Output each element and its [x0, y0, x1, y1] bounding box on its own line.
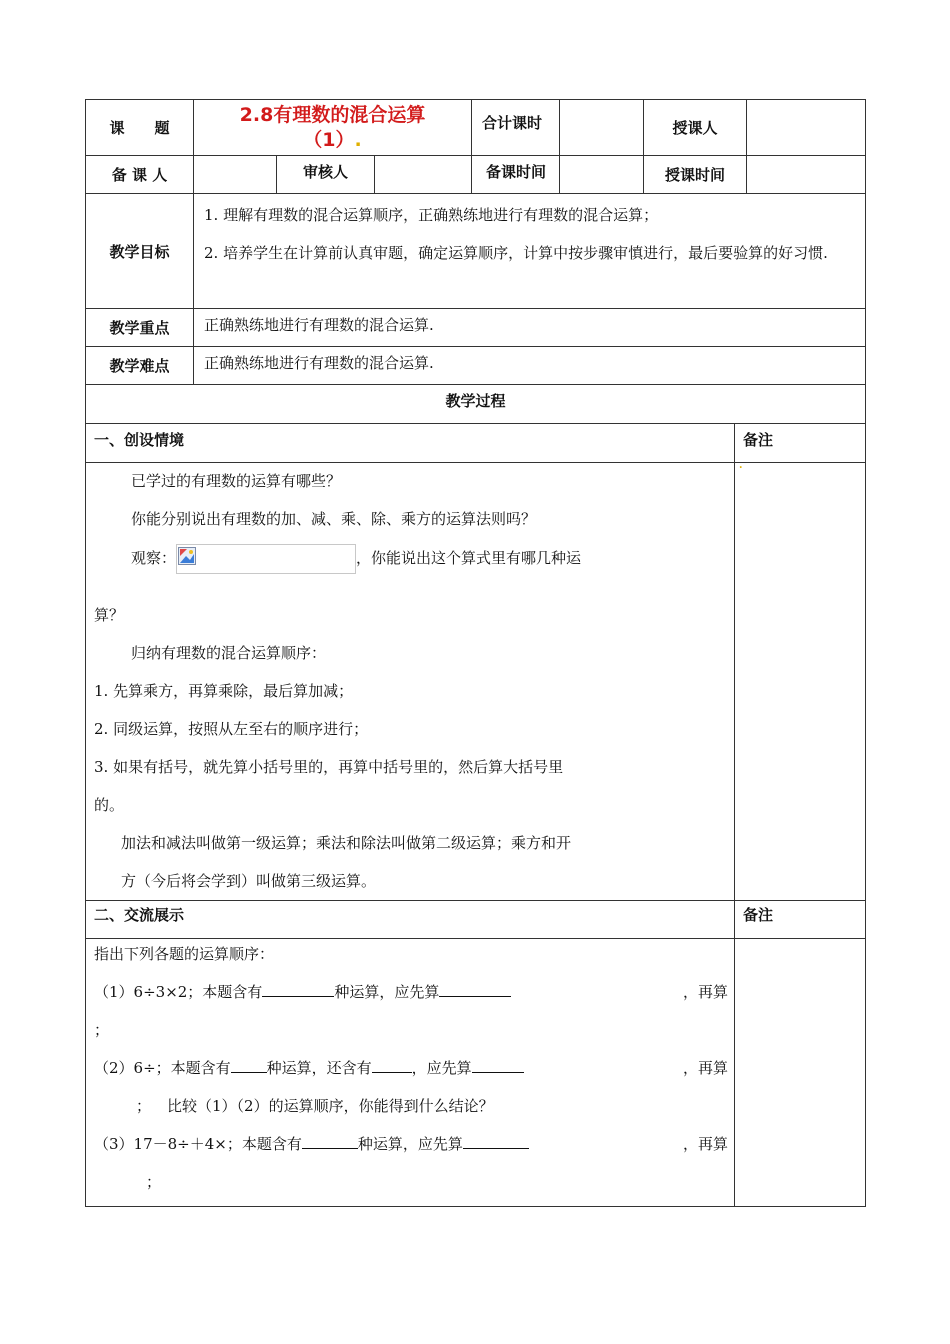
teach-time-label: 授课时间	[644, 156, 747, 194]
section1-p1: 已学过的有理数的运算有哪些？	[131, 472, 342, 490]
q2-blank-count[interactable]	[231, 1056, 267, 1073]
section2-title: 二、交流展示	[86, 901, 735, 939]
q3-blank-count[interactable]	[302, 1132, 358, 1149]
goals-label: 教学目标	[86, 194, 194, 309]
lesson-plan-sheet	[85, 99, 865, 1207]
q2-blank-also[interactable]	[372, 1056, 412, 1073]
section1-summary: 归纳有理数的混合运算顺序：	[131, 644, 327, 662]
q3-text-b: 种运算，应先算	[357, 1135, 463, 1153]
reviewer-label: 审核人	[277, 156, 375, 194]
section1-title: 一、创设情境	[86, 424, 735, 463]
broken-image-icon	[178, 547, 196, 565]
lesson-title-line2: （1）.	[303, 129, 362, 151]
section1-observe-cont: 算？	[94, 606, 125, 624]
q3-text-c: ，再算	[683, 1135, 729, 1153]
q2-blank-first[interactable]	[472, 1056, 524, 1073]
q1-text-b: 种运算，应先算	[334, 983, 440, 1001]
expression-image-placeholder	[176, 544, 356, 574]
q3-blank-first[interactable]	[463, 1132, 529, 1149]
q3-end: ；	[146, 1173, 162, 1191]
section2-body	[86, 939, 735, 1207]
goals-content	[194, 194, 866, 309]
q1-text-a: （1）6÷3×2；本题含有	[94, 983, 263, 1001]
teach-time-value[interactable]	[747, 156, 866, 194]
question-2	[94, 1049, 728, 1087]
section1-body	[86, 463, 735, 901]
section1-p2: 你能分别说出有理数的加、减、乘、除、乘方的运算法则吗？	[131, 510, 537, 528]
total-hours-label: 合计课时	[472, 100, 560, 156]
q1-text-c: ，再算	[683, 983, 729, 1001]
lesson-title-line1: 2.8有理数的混合运算	[239, 104, 426, 126]
q2-text-b: 种运算，还含有	[266, 1059, 372, 1077]
subject-label: 课 题	[86, 100, 194, 156]
rule-2: 2. 同级运算，按照从左至右的顺序进行；	[94, 720, 369, 738]
q2-text-c: ，应先算	[411, 1059, 472, 1077]
section1-note-label: 备注	[735, 424, 866, 463]
question-1	[94, 973, 728, 1011]
lesson-title	[194, 100, 472, 156]
difficulties-label: 教学难点	[86, 347, 194, 385]
rule-1: 1. 先算乘方，再算乘除，最后算加减；	[94, 682, 354, 700]
lesson-plan-table	[85, 99, 866, 1207]
q3-text-a: （3）17－8÷＋4×；本题含有	[94, 1135, 302, 1153]
rule-3-cont: 的。	[94, 796, 125, 814]
q2-compare-line	[94, 1087, 728, 1125]
q2-text-a: （2）6÷；本题含有	[94, 1059, 231, 1077]
levels-text-cont: 方（今后将会学到）叫做第三级运算。	[121, 872, 377, 890]
reviewer-value[interactable]	[375, 156, 472, 194]
q2-end: ；	[136, 1097, 152, 1115]
total-hours-value[interactable]	[560, 100, 644, 156]
section2-note-label: 备注	[735, 901, 866, 939]
section2-intro: 指出下列各题的运算顺序：	[94, 945, 275, 963]
key-points-label: 教学重点	[86, 309, 194, 347]
goal-item-2: 2. 培养学生在计算前认真审题，确定运算顺序，计算中按步骤审慎进行，最后要验算的好习惯.	[204, 244, 828, 262]
q2-compare: 比较（1）（2）的运算顺序，你能得到什么结论？	[167, 1097, 494, 1115]
key-points-text: 正确熟练地进行有理数的混合运算.	[194, 309, 866, 347]
preparer-value[interactable]	[194, 156, 277, 194]
preparer-label: 备 课 人	[86, 156, 194, 194]
difficulties-text: 正确熟练地进行有理数的混合运算.	[194, 347, 866, 385]
teacher-label: 授课人	[644, 100, 747, 156]
q1-blank-count[interactable]	[262, 980, 334, 997]
q1-end: ；	[94, 1021, 110, 1039]
section1-note-area[interactable]: .	[735, 463, 866, 901]
question-3	[94, 1125, 728, 1163]
rule-3: 3. 如果有括号，就先算小括号里的，再算中括号里的，然后算大括号里	[94, 758, 564, 776]
prep-time-value[interactable]	[560, 156, 644, 194]
observe-label: 观察：	[131, 549, 177, 567]
goal-item-1: 1. 理解有理数的混合运算顺序，正确熟练地进行有理数的混合运算；	[204, 206, 659, 224]
process-heading: 教学过程	[86, 385, 866, 424]
section2-note-area[interactable]	[735, 939, 866, 1207]
q1-blank-first[interactable]	[439, 980, 511, 997]
q2-text-d: ，再算	[683, 1059, 729, 1077]
observe-tail: ，你能说出这个算式里有哪几种运	[356, 549, 582, 567]
prep-time-label: 备课时间	[472, 156, 560, 194]
section1-observe-line	[94, 538, 728, 578]
teacher-value[interactable]	[747, 100, 866, 156]
levels-text: 加法和减法叫做第一级运算；乘法和除法叫做第二级运算；乘方和开	[121, 834, 572, 852]
